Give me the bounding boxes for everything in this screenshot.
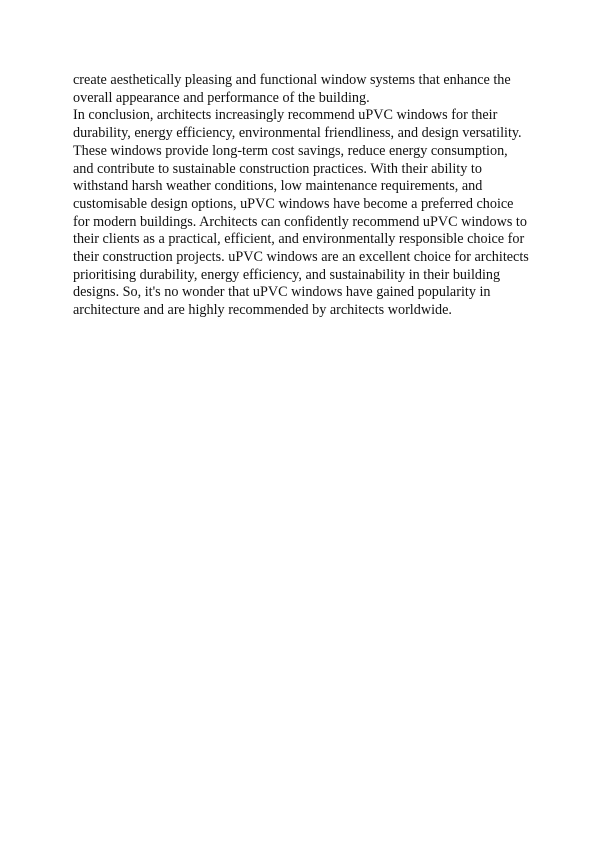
text-line-9: for modern buildings. Architects can confidently recommend uPVC windows to	[73, 213, 527, 230]
text-line-10: their clients as a practical, efficient, and environmentally responsible choice for	[73, 231, 525, 248]
text-line-2: overall appearance and performance of the building.	[73, 89, 370, 106]
text-line-13: designs. So, it's no wonder that uPVC windows have gained popularity in	[73, 284, 491, 301]
text-line-1: create aesthetically pleasing and functional window systems that enhance the	[73, 72, 511, 88]
text-line-5: These windows provide long-term cost savings, reduce energy consumption,	[73, 142, 508, 159]
text-line-14: architecture and are highly recommended by architects worldwide.	[73, 302, 452, 319]
text-line-7: withstand harsh weather conditions, low maintenance requirements, and	[73, 178, 483, 195]
text-line-11: their construction projects. uPVC windows are an excellent choice for architects	[73, 249, 529, 266]
body-text	[73, 72, 533, 320]
text-line-6: and contribute to sustainable construction practices. With their ability to	[73, 160, 482, 177]
text-line-8: customisable design options, uPVC windows have become a preferred choice	[73, 195, 514, 212]
text-line-12: prioritising durability, energy efficiency, and sustainability in their building	[73, 266, 501, 283]
text-line-4: durability, energy efficiency, environmental friendliness, and design versatility.	[73, 125, 522, 142]
text-line-3: In conclusion, architects increasingly recommend uPVC windows for their	[73, 107, 498, 124]
